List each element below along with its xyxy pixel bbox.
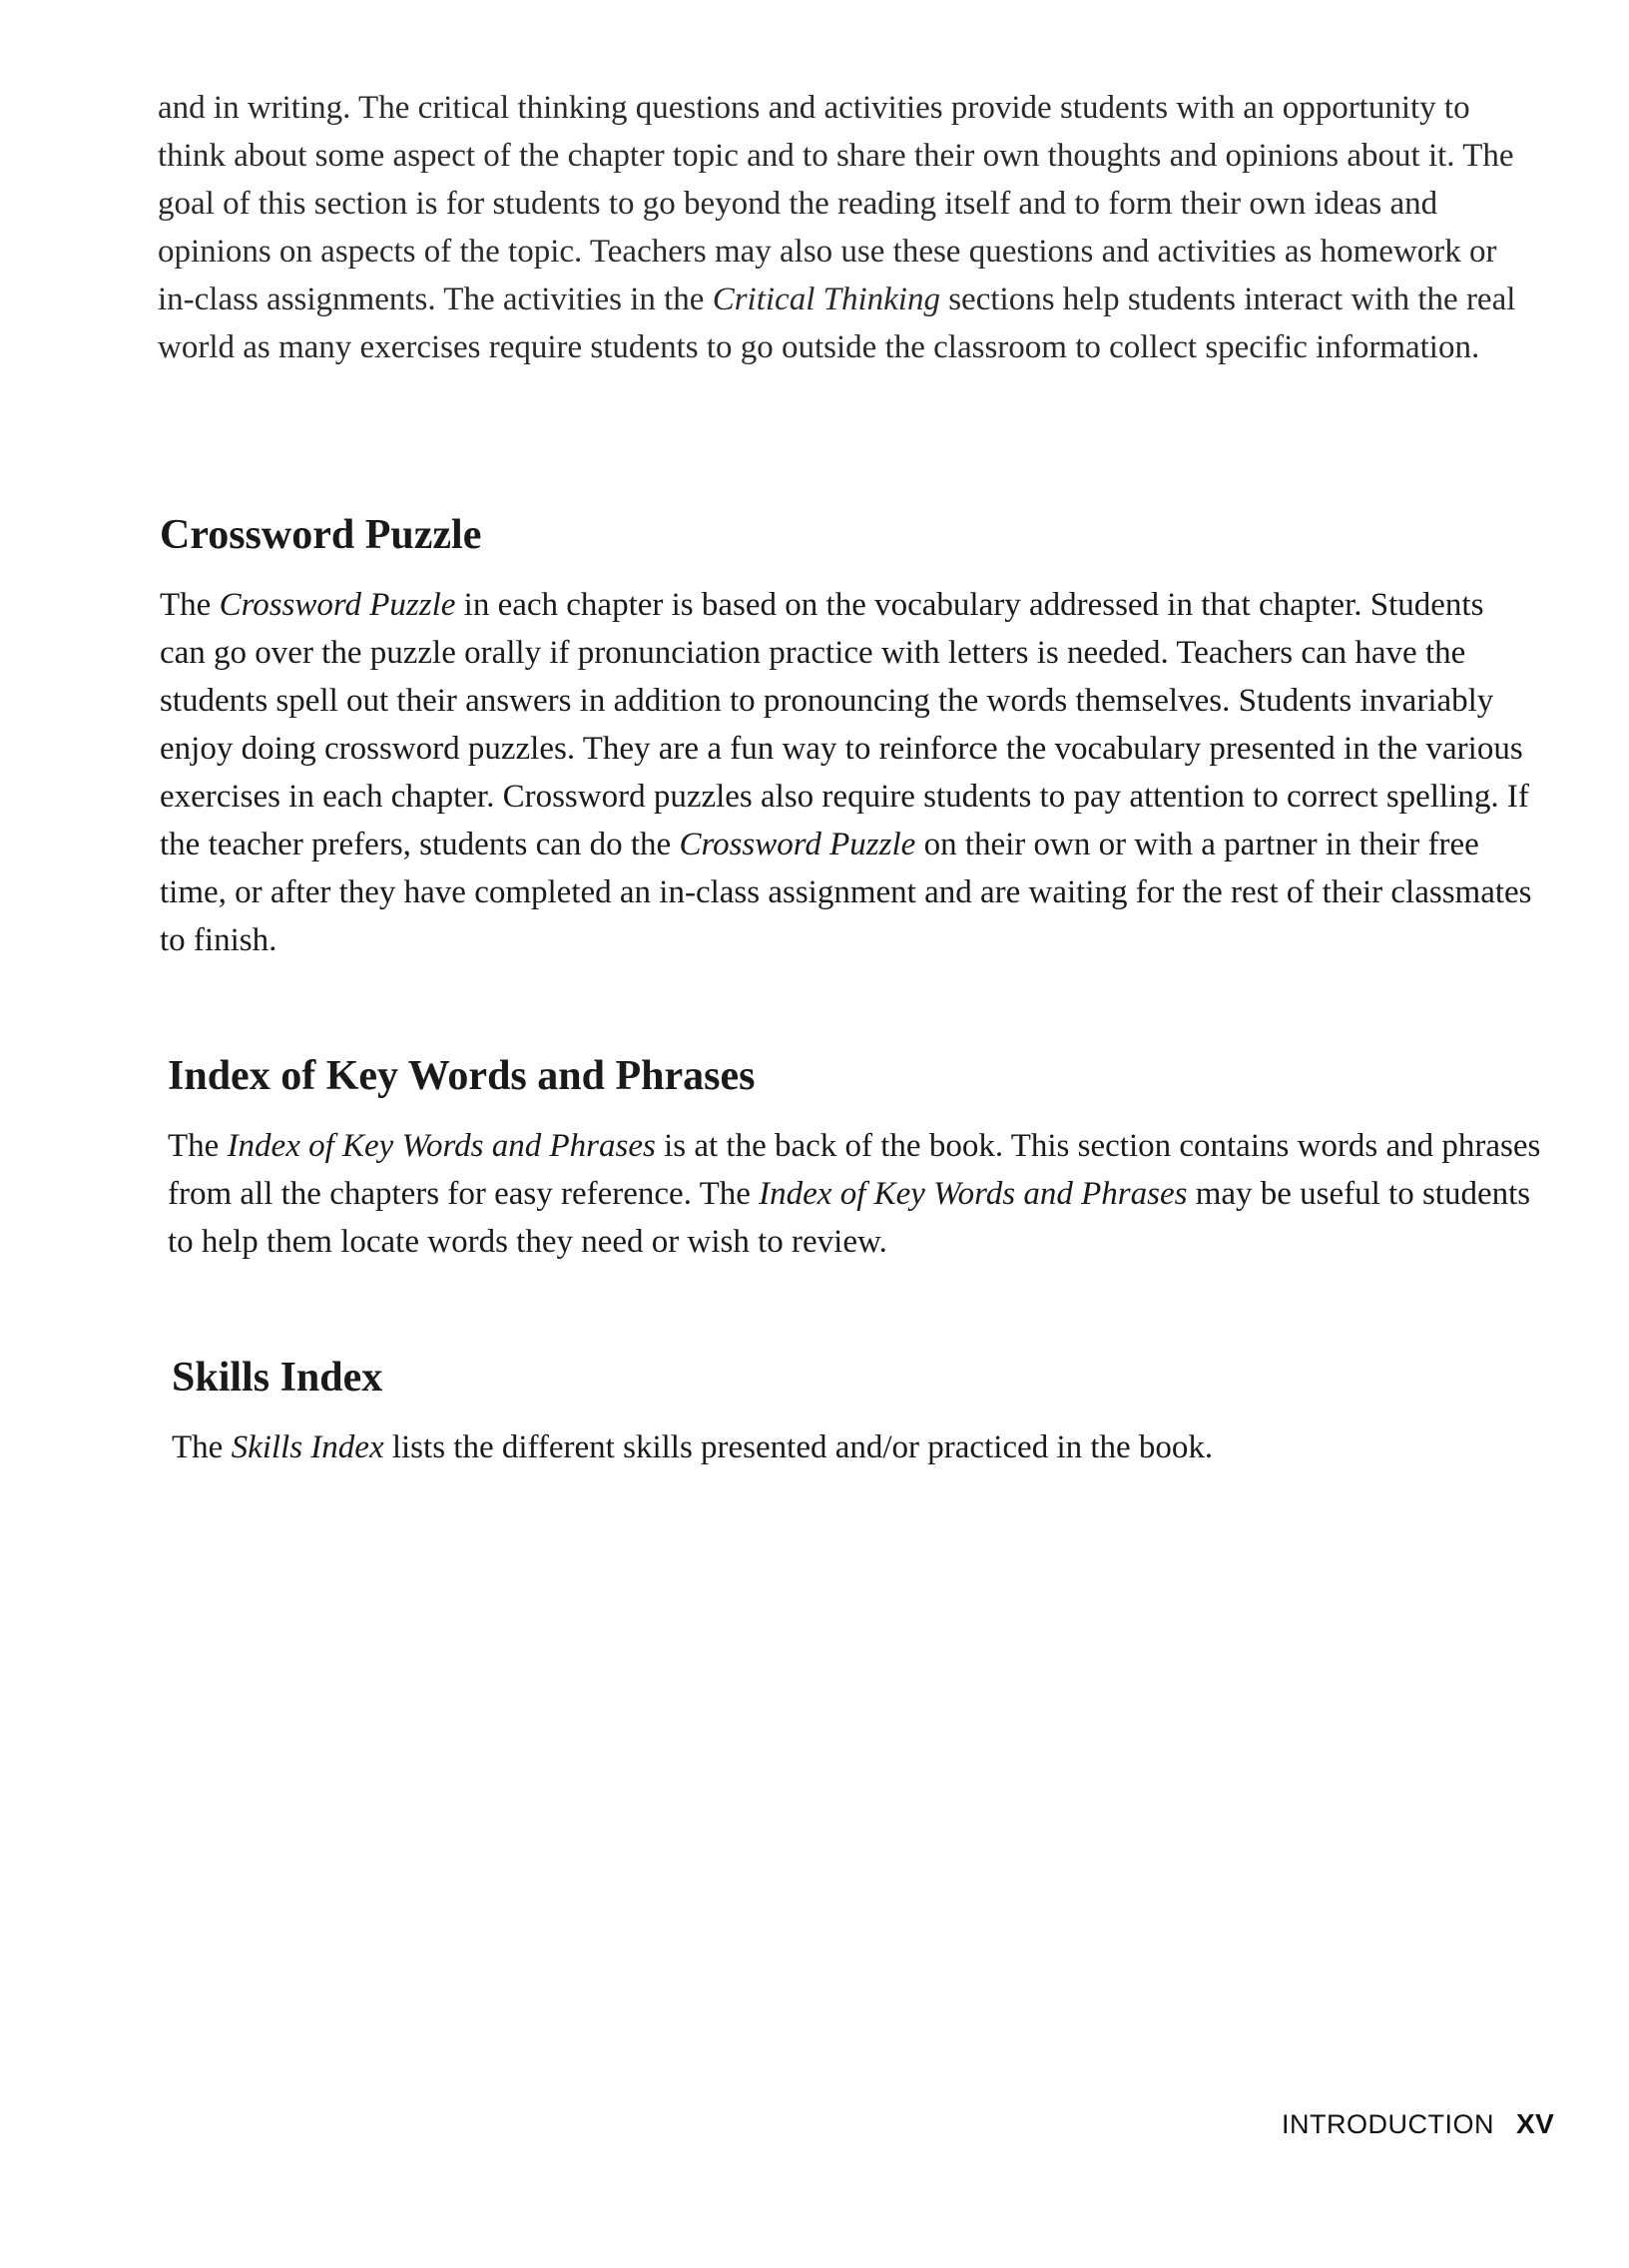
index-heading: Index of Key Words and Phrases bbox=[168, 1053, 756, 1099]
crossword-text-2: in each chapter is based on the vocabulary addressed in that chapter. Students can go over the puzzle orally if pronunciation practice with letters is needed. Teachers can have the students spell out their answers in addition to pronouncing the words themselves. Students invariably enjoy doing crossword puzzles. They are a fun way to reinforce the vocabulary presented in the various exercises in each chapter. Crossword puzzles also require students to pay attention to correct spelling. If the teacher prefers, students can do the bbox=[160, 587, 1529, 862]
intro-text-2: sections help students interact with the real world as many exercises require students to go outside the classroom to collect specific information. bbox=[158, 282, 1516, 365]
skills-heading: Skills Index bbox=[172, 1355, 383, 1401]
crossword-section bbox=[160, 509, 1537, 964]
skills-italic-1: Skills Index bbox=[231, 1429, 384, 1465]
intro-paragraph bbox=[158, 84, 1535, 371]
intro-italic-critical-thinking: Critical Thinking bbox=[712, 282, 940, 317]
crossword-paragraph bbox=[160, 581, 1537, 964]
index-paragraph bbox=[168, 1122, 1545, 1266]
crossword-italic-2: Crossword Puzzle bbox=[679, 827, 916, 862]
crossword-italic-1: Crossword Puzzle bbox=[219, 587, 456, 623]
index-text-1: The bbox=[168, 1128, 228, 1164]
index-text-2: is at the back of the book. This section contains words and phrases from all the chapters for easy reference. The bbox=[168, 1128, 1541, 1212]
page-footer bbox=[1282, 2108, 1554, 2140]
crossword-heading: Crossword Puzzle bbox=[160, 512, 482, 558]
index-section bbox=[168, 1050, 1545, 1266]
index-italic-1: Index of Key Words and Phrases bbox=[227, 1128, 656, 1164]
skills-text-2: lists the different skills presented and/or practiced in the book. bbox=[383, 1429, 1214, 1465]
skills-text-1: The bbox=[172, 1429, 232, 1465]
footer-section-label: INTRODUCTION bbox=[1282, 2109, 1494, 2139]
index-text-3: may be useful to students to help them locate words they need or wish to review. bbox=[168, 1176, 1531, 1260]
skills-paragraph bbox=[172, 1423, 1549, 1471]
crossword-text-1: The bbox=[160, 587, 220, 623]
skills-section bbox=[172, 1352, 1549, 1471]
page-body bbox=[158, 84, 1541, 1465]
crossword-text-3: on their own or with a partner in their free time, or after they have completed an in-class assignment and are waiting for the rest of their classmates to finish. bbox=[160, 827, 1532, 958]
index-italic-2: Index of Key Words and Phrases bbox=[759, 1176, 1188, 1212]
page-number: XV bbox=[1515, 2108, 1555, 2139]
intro-text-1: and in writing. The critical thinking questions and activities provide students with an opportunity to think about some aspect of the chapter topic and to share their own thoughts and opinions about it. The goal of this section is for students to go beyond the reading itself and to form their own ideas and opinions on aspects of the topic. Teachers may also use these questions and activities as homework or in-class assignments. The activities in the bbox=[158, 90, 1514, 317]
